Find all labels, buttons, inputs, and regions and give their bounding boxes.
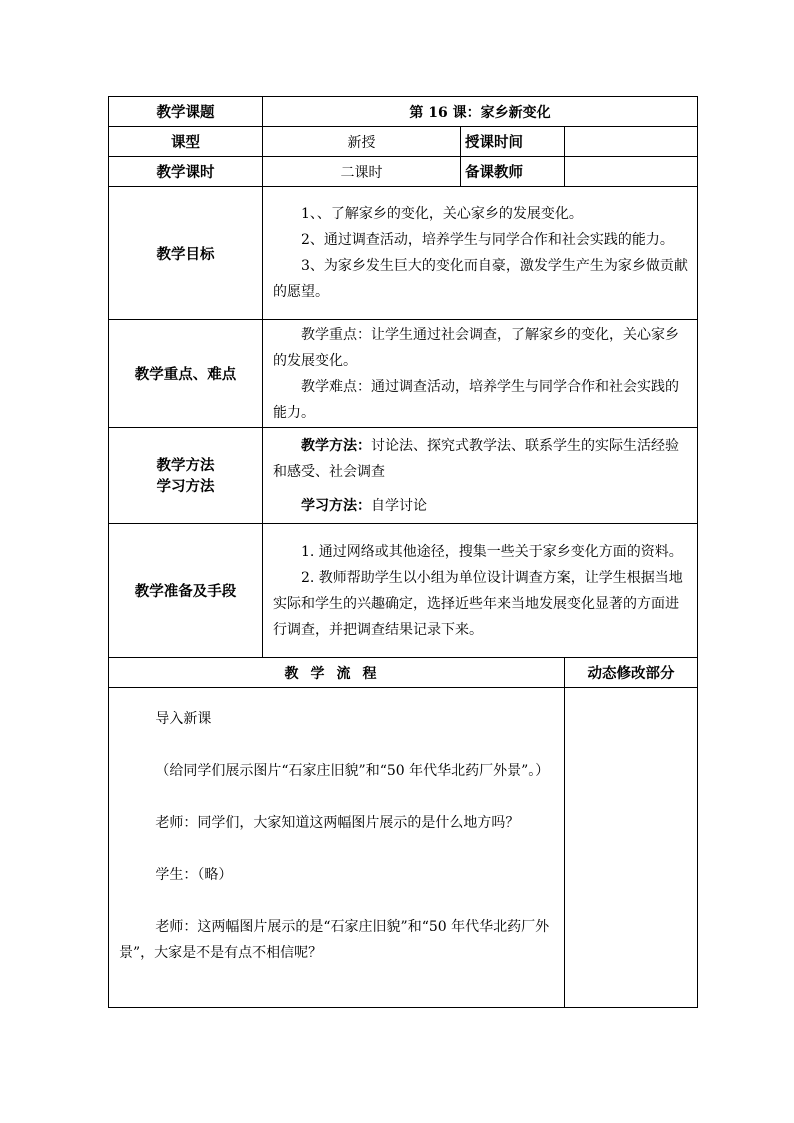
keypoints-label: 教学重点、难点 [109, 320, 263, 428]
flow-paragraph: （给同学们展示图片“石家庄旧貌”和“50 年代华北药厂外景”。） [155, 763, 550, 779]
goal-item: 3、为家乡发生巨大的变化而自豪，激发学生产生为家乡做贡献的愿望。 [273, 258, 688, 300]
time-label: 授课时间 [461, 127, 565, 157]
goals-content [263, 187, 698, 320]
flow-content [109, 688, 565, 1008]
goal-item: 2、通过调查活动，培养学生与同学合作和社会实践的能力。 [301, 232, 674, 248]
row-prep [109, 524, 698, 658]
flow-paragraph: 老师：同学们，大家知道这两幅图片展示的是什么地方吗？ [155, 815, 520, 831]
goal-item: 1、、了解家乡的变化，关心家乡的发展变化。 [301, 206, 583, 222]
row-flow-heading [109, 658, 698, 688]
prep-item: 2. 教师帮助学生以小组为单位设计调查方案，让学生根据当地实际和学生的兴趣确定，选择近些年来当地发展变化显著的方面进行调查，并把调查结果记录下来。 [273, 569, 683, 638]
row-goals [109, 187, 698, 320]
teacher-label: 备课教师 [461, 157, 565, 187]
teach-method-text: 讨论法、探究式教学法、联系学生的实际生活经验和感受、社会调查 [273, 437, 679, 480]
spacer [263, 485, 697, 493]
keypoint-item: 教学重点：让学生通过社会调查，了解家乡的变化，关心家乡的发展变化。 [273, 326, 679, 369]
prep-item: 1. 通过网络或其他途径，搜集一些关于家乡变化方面的资料。 [301, 543, 683, 560]
row-hours [109, 157, 698, 187]
prep-label: 教学准备及手段 [109, 524, 263, 658]
row-methods [109, 428, 698, 524]
lesson-plan-table [108, 96, 698, 1008]
type-label: 课型 [109, 127, 263, 157]
topic-value: 第 16 课：家乡新变化 [263, 97, 698, 127]
row-flow-body [109, 688, 698, 1008]
methods-label-line2: 学习方法 [156, 477, 215, 495]
keypoint-item: 教学难点：通过调查活动，培养学生与同学合作和社会实践的能力。 [273, 378, 679, 421]
methods-label-line1: 教学方法 [156, 456, 215, 474]
flow-paragraph: 学生：（略） [155, 867, 233, 883]
type-value: 新授 [263, 127, 461, 157]
time-value [565, 127, 698, 157]
hours-label: 教学课时 [109, 157, 263, 187]
flow-paragraph: 老师：这两幅图片展示的是“石家庄旧貌”和“50 年代华北药厂外景”，大家是不是有点不相信呢？ [119, 919, 550, 961]
teach-method-label: 教学方法： [301, 437, 371, 454]
flow-heading: 教学流程 [109, 658, 565, 688]
teacher-value [565, 157, 698, 187]
hours-value: 二课时 [263, 157, 461, 187]
methods-content [263, 428, 698, 524]
goals-label: 教学目标 [109, 187, 263, 320]
topic-label: 教学课题 [109, 97, 263, 127]
dynamic-edit-heading: 动态修改部分 [565, 658, 698, 688]
row-topic [109, 97, 698, 127]
learn-method [263, 493, 697, 519]
keypoints-content [263, 320, 698, 428]
methods-label [109, 428, 263, 524]
row-keypoints [109, 320, 698, 428]
learn-method-text: 自学讨论 [371, 497, 427, 514]
row-type [109, 127, 698, 157]
teach-method [263, 433, 697, 485]
dynamic-edit-area [565, 688, 698, 1008]
flow-paragraph: 导入新课 [155, 711, 212, 727]
learn-method-label: 学习方法： [301, 497, 371, 514]
prep-content [263, 524, 698, 658]
